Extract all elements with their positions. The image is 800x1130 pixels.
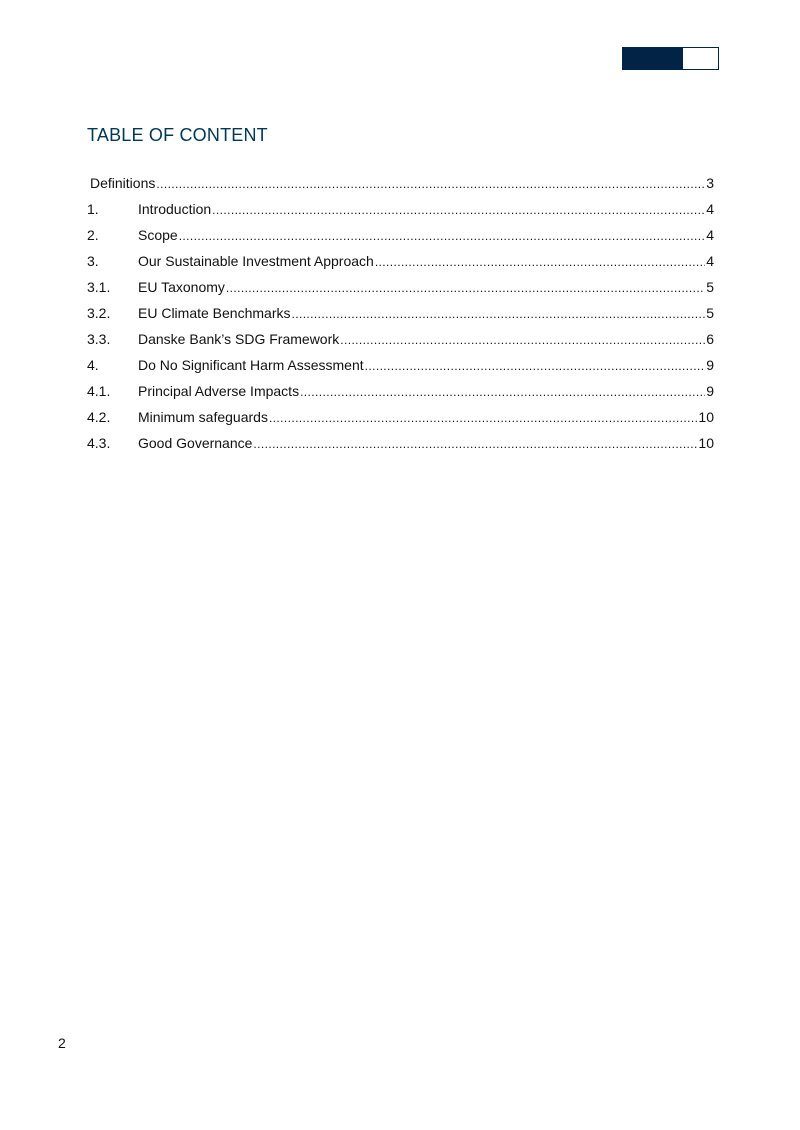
toc-dot-leader	[226, 279, 705, 297]
toc-dot-leader	[375, 253, 705, 271]
toc-dot-leader	[340, 331, 705, 349]
toc-entry-page[interactable]: 3	[706, 175, 714, 191]
toc-entry-label[interactable]: Definitions	[90, 175, 156, 191]
logo-filled-block	[623, 48, 683, 69]
toc-entry-label[interactable]: Danske Bank’s SDG Framework	[138, 331, 340, 347]
toc-entry-page[interactable]: 4	[706, 253, 714, 269]
toc-entry-label[interactable]: Introduction	[138, 201, 212, 217]
toc-entry-page[interactable]: 5	[706, 279, 714, 295]
toc-entry-label[interactable]: Our Sustainable Investment Approach	[138, 253, 374, 269]
toc-dot-leader	[253, 435, 697, 453]
toc-entry-number: 3.2.	[87, 305, 111, 321]
toc-entry-page[interactable]: 10	[698, 435, 714, 451]
toc-dot-leader	[269, 409, 697, 427]
toc-entry-page[interactable]: 4	[706, 227, 714, 243]
toc-entry-eu-climate-benchmarks[interactable]	[87, 304, 714, 330]
toc-entry-page[interactable]: 9	[706, 357, 714, 373]
toc-entry-page[interactable]: 10	[698, 409, 714, 425]
toc-entry-sdg-framework[interactable]	[87, 330, 714, 356]
toc-entry-label[interactable]: Do No Significant Harm Assessment	[138, 357, 364, 373]
toc-entry-label[interactable]: Good Governance	[138, 435, 253, 451]
toc-dot-leader	[156, 175, 705, 193]
toc-entry-sustainable-investment-approach[interactable]	[87, 252, 714, 278]
toc-entry-label[interactable]: Minimum safeguards	[138, 409, 268, 425]
toc-entry-good-governance[interactable]	[87, 434, 714, 460]
toc-entry-number: 4.3.	[87, 435, 111, 451]
toc-entry-number: 4.2.	[87, 409, 111, 425]
toc-dot-leader	[365, 357, 706, 375]
toc-entry-dnsh-assessment[interactable]	[87, 356, 714, 382]
toc-entry-page[interactable]: 4	[706, 201, 714, 217]
toc-entry-number: 3.1.	[87, 279, 111, 295]
toc-entry-page[interactable]: 6	[706, 331, 714, 347]
toc-entry-label[interactable]: EU Taxonomy	[138, 279, 225, 295]
toc-entry-minimum-safeguards[interactable]	[87, 408, 714, 434]
toc-entry-number: 3.3.	[87, 331, 111, 347]
page-title: TABLE OF CONTENT	[87, 125, 268, 145]
toc-entry-number: 3.	[87, 253, 99, 269]
toc-entry-principal-adverse-impacts[interactable]	[87, 382, 714, 408]
toc-dot-leader	[179, 227, 706, 245]
table-of-contents	[87, 174, 714, 460]
toc-entry-definitions[interactable]	[87, 174, 714, 200]
toc-entry-label[interactable]: Scope	[138, 227, 178, 243]
toc-entry-number: 2.	[87, 227, 99, 243]
logo-empty-block	[683, 48, 718, 69]
page-number: 2	[58, 1035, 66, 1051]
toc-entry-number: 4.1.	[87, 383, 111, 399]
toc-entry-number: 4.	[87, 357, 99, 373]
toc-dot-leader	[292, 305, 706, 323]
toc-entry-page[interactable]: 5	[706, 305, 714, 321]
toc-entry-scope[interactable]	[87, 226, 714, 252]
toc-dot-leader	[212, 201, 705, 219]
toc-entry-page[interactable]: 9	[706, 383, 714, 399]
toc-entry-eu-taxonomy[interactable]	[87, 278, 714, 304]
toc-entry-label[interactable]: EU Climate Benchmarks	[138, 305, 291, 321]
toc-entry-introduction[interactable]	[87, 200, 714, 226]
toc-dot-leader	[300, 383, 705, 401]
brand-logo	[622, 47, 719, 70]
toc-entry-number: 1.	[87, 201, 99, 217]
toc-entry-label[interactable]: Principal Adverse Impacts	[138, 383, 300, 399]
